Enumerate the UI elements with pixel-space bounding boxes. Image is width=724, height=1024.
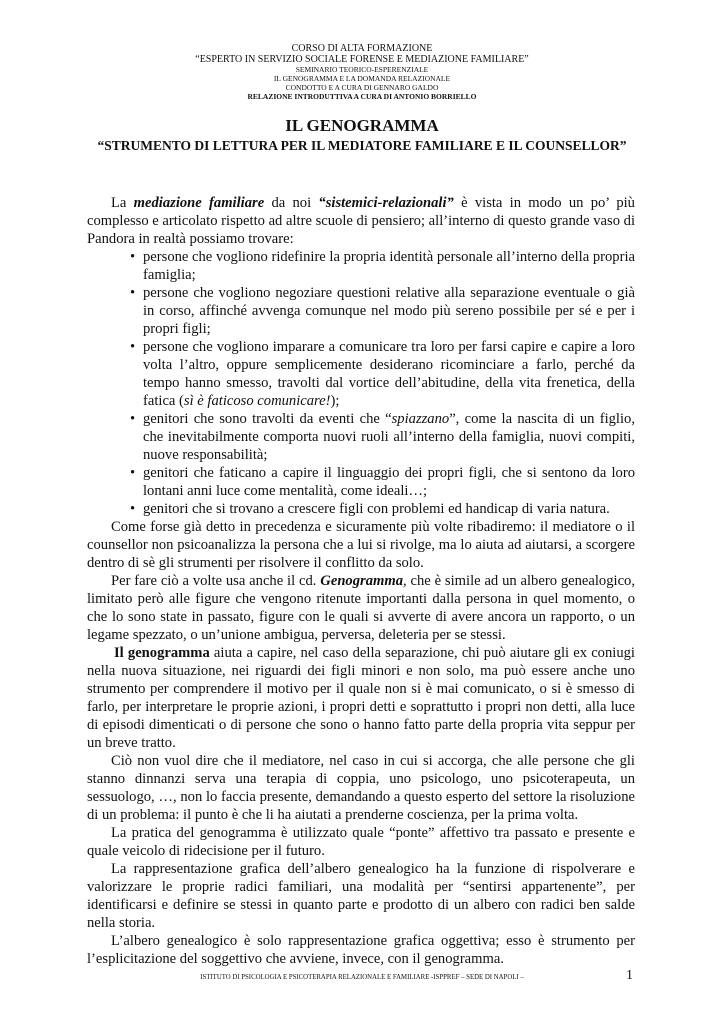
bullet-icon: • xyxy=(130,501,136,517)
page-number: 1 xyxy=(626,968,633,983)
list-item-text: persone che vogliono ridefinire la propria identità personale all’interno della propria famiglia; xyxy=(143,249,635,283)
list-item xyxy=(130,410,635,464)
header-seminar-type: SEMINARIO TEORICO-ESPERENZIALE xyxy=(295,65,429,74)
bullet-icon: • xyxy=(130,411,136,427)
p3-text-1: Per fare ciò a volte usa anche il cd. xyxy=(111,573,321,589)
p3-emphasis: Genogramma xyxy=(320,573,403,589)
p3-text-2: , che è simile ad un albero genealogico, limitato però alle figure che vengono ritenute importanti dalla persona in quel momento, o che lo sono state in passato, figure con le quali si avverte di avere ancora un rapporto, o un legame spezzato, o un’unione ambigua, perversa, deleteria per se stessi. xyxy=(87,573,635,643)
list-item-text: persone che vogliono negoziare questioni relative alla separazione eventuale o già in corso, affinché avvenga comunque nel modo più sereno possibile per sé e per i propri figli; xyxy=(143,285,635,337)
list-item-emphasis: spiazzano xyxy=(391,411,450,427)
intro-text-1: La xyxy=(111,195,134,211)
paragraph-genogram-uses xyxy=(87,644,635,752)
p4-text: aiuta a capire, nel caso della separazione, chi può aiutare gli ex coniugi nella nuova situazione, nei riguardi dei figli minori e non solo, ma può essere anche uno strumento per comprendere il motivo per il quale non si è mai comunicato, o si è smesso di farlo, per interpretare le proprie azioni, i propri detti e soprattutto i propri non detti, alla luce di episodi dimenticati o di persone che sono o hanno fatto parte della propria vita seppur per un breve tratto. xyxy=(87,645,635,751)
paragraph-genogram-definition xyxy=(87,572,635,644)
list-item-emphasis: sì è faticoso comunicare! xyxy=(183,393,331,409)
list-item-text: persone che vogliono imparare a comunicare tra loro per farsi capire e capire a loro volta l’altro, oppure semplicemente desiderano ricominciare a farlo, perché da tempo hanno smesso, travolti dal vortice dell’abitudine, della vita frenetica, della fatica ( xyxy=(143,339,635,409)
header-author: RELAZIONE INTRODUTTIVA A CURA DI ANTONIO BORRIELLO xyxy=(247,92,477,101)
intro-paragraph xyxy=(87,194,635,248)
bullet-icon: • xyxy=(130,285,136,301)
bullet-icon: • xyxy=(130,249,136,265)
list-item-text: genitori che sono travolti da eventi che “ xyxy=(143,411,392,427)
bullet-icon: • xyxy=(130,465,136,481)
header-course-title: “ESPERTO IN SERVIZIO SOCIALE FORENSE E MEDIAZIONE FAMILIARE” xyxy=(195,54,529,65)
paragraph-referral: Ciò non vuol dire che il mediatore, nel caso in cui si accorga, che alle persone che gli stanno dinnanzi serva una terapia di coppia, uno psicologo, uno psicoterapeuta, un sessuologo, …, non lo faccia presente, demandando a questo esperto del settore la risoluzione di un problema: il punto è che li ha aiutati a prenderne coscienza, per la prima volta. xyxy=(87,753,635,823)
list-item-text: genitori che faticano a capire il linguaggio dei propri figli, che si sentono da loro lontani anni luce come mentalità, come ideali…; xyxy=(143,465,635,499)
intro-text-3: è vista in modo un po’ più complesso e articolato rispetto ad altre scuole di pensiero; all’interno di questo grande vaso di Pandora in realtà possiamo trovare: xyxy=(87,195,635,247)
list-item-text-end: ”, come la nascita di un figlio, che inevitabilmente comporta nuovi ruoli all’interno della famiglia, nuovi compiti, nuove responsabilità; xyxy=(143,411,635,463)
header-conductor: CONDOTTO E A CURA DI GENNARO GALDO xyxy=(285,83,439,92)
list-item xyxy=(130,248,635,284)
document-subtitle: “STRUMENTO DI LETTURA PER IL MEDIATORE FAMILIARE E IL COUNSELLOR” xyxy=(97,138,627,153)
page-footer: ISTITUTO DI PSICOLOGIA E PSICOTERAPIA RELAZIONALE E FAMILIARE -ISPPREF – SEDE DI NAPOLI – xyxy=(200,974,524,981)
list-item xyxy=(130,500,635,518)
list-item-text-end: ); xyxy=(330,393,340,409)
bullet-icon: • xyxy=(130,339,136,355)
paragraph-conclusion: L’albero genealogico è solo rappresentazione grafica oggettiva; esso è strumento per l’esplicitazione del soggettivo che avviene, invece, con il genogramma. xyxy=(87,933,635,967)
document-title: IL GENOGRAMMA xyxy=(285,116,439,135)
intro-emphasis-1: mediazione familiare xyxy=(133,195,265,211)
list-item xyxy=(130,464,635,500)
header-seminar-title: IL GENOGRAMMA E LA DOMANDA RELAZIONALE xyxy=(273,74,451,83)
list-item xyxy=(130,284,635,338)
list-item xyxy=(130,338,635,410)
p4-bold: Il genogramma xyxy=(114,645,210,661)
paragraph-bridge: La pratica del genogramma è utilizzato quale “ponte” affettivo tra passato e presente e quale veicolo di ridecisione per il futuro. xyxy=(87,825,635,859)
paragraph-family-tree: La rappresentazione grafica dell’albero genealogico ha la funzione di rispolverare e valorizzare le proprie radici familiari, una modalità per “sentirsi appartenente”, per identificarsi e definire se stessi in quanto parte e prodotto di un albero con radici ben salde nella storia. xyxy=(87,861,635,931)
document-body xyxy=(87,194,635,968)
intro-text-2: da noi xyxy=(264,195,319,211)
paragraph-mediator-role: Come forse già detto in precedenza e sicuramente più volte ribadiremo: il mediatore o il counsellor non psicoanalizza la persona che a lui si rivolge, ma lo aiuta ad aiutarsi, a scorgere dentro di sè gli strumenti per risolvere il conflitto da solo. xyxy=(87,519,635,571)
intro-emphasis-2: “sistemici-relazionali” xyxy=(318,195,454,211)
bullet-list xyxy=(87,248,635,518)
header-course-line: CORSO DI ALTA FORMAZIONE xyxy=(291,43,433,54)
list-item-text: genitori che si trovano a crescere figli con problemi ed handicap di varia natura. xyxy=(143,501,610,517)
